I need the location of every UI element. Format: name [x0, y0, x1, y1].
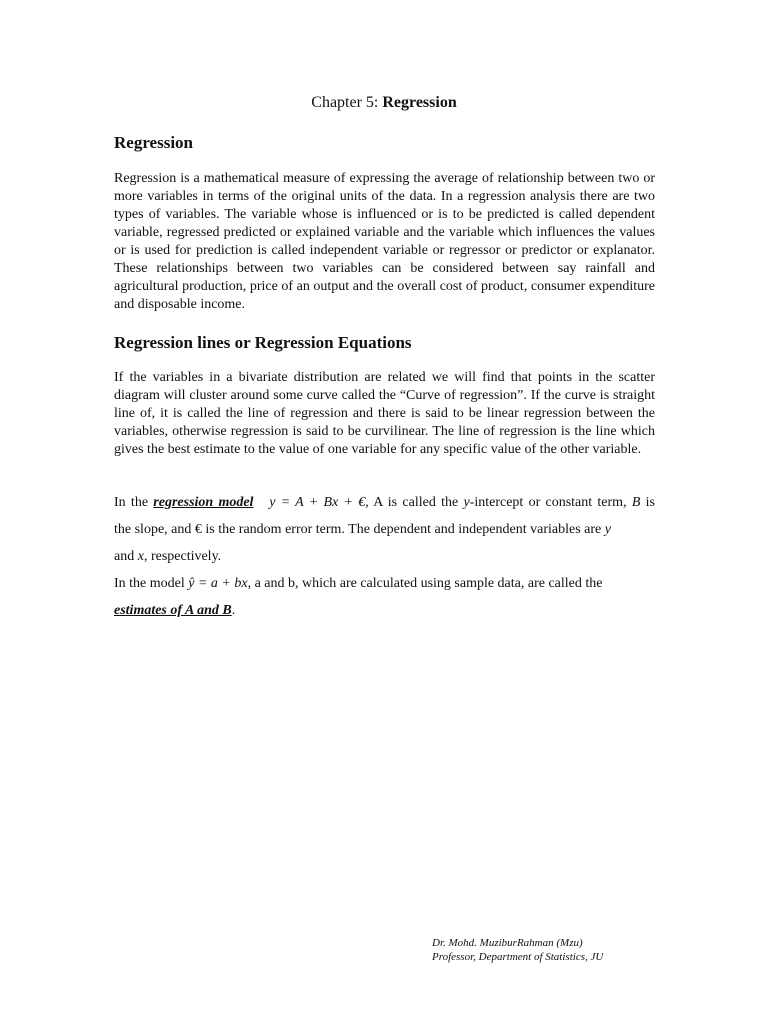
- model-line-3: and x, respectively.: [114, 549, 222, 564]
- footer-position: Professor, Department of Statistics, JU: [432, 951, 604, 963]
- section-body-regression: Regression is a mathematical measure of expressing the average of relationship between two or more variables in terms of the original units of the data. In a regression analysis there are two types of variables. The variable whose is influenced or is to be predicted is called dependent variable, regressed predicted or explained variable and the variable which influences the values or is used for prediction is called independent variable or regressor or predictor or explanator. These relationships between two variables can be considered between say rainfall and agricultural production, price of an output and the overall cost of product, consumer expenditure and disposable income.: [114, 171, 655, 312]
- estimated-model-equation: ŷ = a + bx: [188, 576, 248, 591]
- section-body-regression-lines: If the variables in a bivariate distribution are related we will find that points in the scatter diagram will cluster around some curve called the “Curve of regression”. If the curve is straight line of, it is called the line of regression and there is said to be linear regression between the variables, otherwise regression is said to be curvilinear. The line of regression is the line which gives the best estimate to the value of one variable for any specific value of the other variable.: [114, 370, 655, 457]
- model-line-2: the slope, and € is the random error term. The dependent and independent variables are y: [114, 522, 611, 537]
- chapter-title: [0, 92, 768, 114]
- regression-model-term: regression model: [153, 495, 254, 510]
- section-heading-regression-lines: Regression lines or Regression Equations: [114, 333, 412, 352]
- footer-signature: [432, 936, 603, 964]
- chapter-prefix: Chapter 5:: [311, 94, 383, 111]
- model-line-1: In the regression model y = A + Bx + €, A is called the y-intercept or constant term, B is: [114, 495, 656, 510]
- section-heading-regression: Regression: [114, 133, 194, 152]
- estimates-term: estimates of A and B: [114, 603, 232, 618]
- footer-author: Dr. Mohd. MuziburRahman (Mzu): [432, 937, 583, 949]
- chapter-name: Regression: [382, 94, 457, 111]
- model-line-5: estimates of A and B.: [114, 603, 236, 618]
- regression-model-equation: y = A + Bx + €: [269, 495, 366, 510]
- model-line-4: In the model ŷ = a + bx, a and b, which are calculated using sample data, are called the: [114, 576, 603, 591]
